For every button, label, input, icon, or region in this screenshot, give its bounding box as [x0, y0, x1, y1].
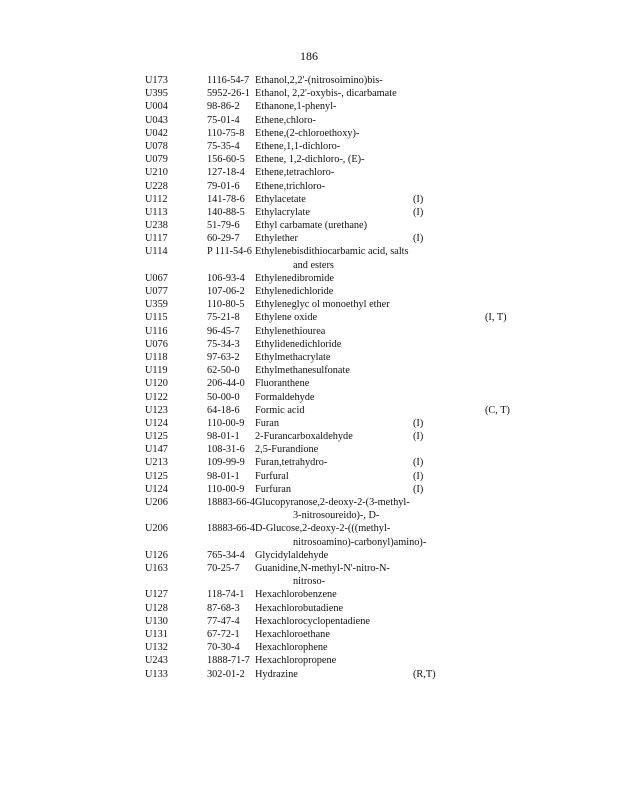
table-row — [145, 206, 545, 219]
table-row — [145, 166, 545, 179]
waste-code: U004 — [145, 101, 168, 113]
cas-number: 141-78-6 — [207, 193, 245, 205]
table-row — [145, 100, 545, 113]
cas-number: 87-68-3 — [207, 602, 240, 614]
substance-name-continued: 3-nitrosoureido)-, D- — [293, 510, 380, 522]
table-row — [145, 140, 545, 153]
waste-code: U163 — [145, 562, 168, 574]
substance-name: Ethylmethanesulfonate — [255, 365, 350, 377]
cas-number: 156-60-5 — [207, 154, 245, 166]
substance-name: Glycidylaldehyde — [255, 549, 329, 561]
table-row — [145, 87, 545, 100]
substance-name: Ethylene oxide — [255, 312, 318, 324]
cas-number: 302-01-2 — [207, 668, 245, 680]
waste-code: U243 — [145, 655, 168, 667]
substance-name: Ethene, 1,2-dichloro-, (E)- — [255, 154, 365, 166]
table-row — [145, 562, 545, 588]
waste-code: U115 — [145, 312, 168, 324]
waste-code: U125 — [145, 431, 168, 443]
table-row — [145, 588, 545, 601]
substance-name: Ethylenedichloride — [255, 286, 334, 298]
waste-code: U206 — [145, 523, 168, 535]
cas-number: 70-30-4 — [207, 642, 240, 654]
waste-code: U132 — [145, 642, 168, 654]
waste-code: U113 — [145, 206, 168, 218]
table-row — [145, 114, 545, 127]
cas-number: 1116-54-7 — [207, 75, 250, 86]
waste-code: U206 — [145, 497, 168, 509]
table-row — [145, 668, 545, 681]
cas-number: 75-01-4 — [207, 114, 240, 126]
waste-code: U114 — [145, 246, 168, 258]
cas-number: 110-00-9 — [207, 483, 245, 495]
table-row — [145, 377, 545, 390]
waste-code: U077 — [145, 286, 168, 298]
substance-name: D-Glucose,2-deoxy-2-(((methyl- — [255, 523, 391, 535]
cas-number: 50-00-0 — [207, 391, 240, 403]
waste-code: U122 — [145, 391, 168, 403]
waste-code: U117 — [145, 233, 168, 245]
table-row — [145, 430, 545, 443]
waste-code: U125 — [145, 470, 168, 482]
cas-number: 96-45-7 — [207, 325, 240, 337]
cas-number: 70-25-7 — [207, 562, 240, 574]
table-row — [145, 180, 545, 193]
table-row — [145, 628, 545, 641]
cas-number: 67-72-1 — [207, 628, 240, 640]
substance-name: 2,5-Furandione — [255, 444, 319, 456]
substance-name: Ethanone,1-phenyl- — [255, 101, 337, 113]
substance-name: Ethene,chloro- — [255, 114, 316, 126]
waste-code: U126 — [145, 549, 168, 561]
substance-name: Hexachlorobutadiene — [255, 602, 344, 614]
substance-name: Ethylacrylate — [255, 206, 310, 218]
table-row — [145, 443, 545, 456]
waste-code: U228 — [145, 180, 168, 192]
waste-code: U124 — [145, 483, 168, 495]
cas-number: 1888-71-7 — [207, 655, 250, 667]
waste-code: U238 — [145, 220, 168, 232]
hazard-code: (I) — [413, 470, 424, 482]
cas-number: 98-01-1 — [207, 431, 240, 443]
waste-code: U043 — [145, 114, 168, 126]
table-row — [145, 127, 545, 140]
cas-number: 18883-66-4 — [207, 523, 256, 535]
substance-name: Ethyleneglyc ol monoethyl ether — [255, 299, 390, 311]
table-row — [145, 364, 545, 377]
cas-number: P 111-54-6 — [207, 246, 252, 258]
waste-code: U042 — [145, 127, 168, 139]
substance-name: Furan,tetrahydro- — [255, 457, 328, 469]
cas-number: 77-47-4 — [207, 615, 240, 627]
waste-code: U131 — [145, 628, 168, 640]
waste-code: U133 — [145, 668, 168, 680]
table-row — [145, 351, 545, 364]
cas-number: 98-01-1 — [207, 470, 240, 482]
cas-number: 110-00-9 — [207, 417, 245, 429]
substance-name: Furfuran — [255, 483, 292, 495]
hazard-code: (C, T) — [485, 404, 510, 416]
table-row — [145, 549, 545, 562]
hazard-code: (I) — [413, 206, 424, 218]
waste-code: U359 — [145, 299, 168, 311]
hazard-code: (I) — [413, 431, 424, 443]
cas-number: 5952-26-1 — [207, 88, 250, 100]
substance-name: Hexachloropropene — [255, 655, 337, 667]
substance-name: Ethylidenedichloride — [255, 338, 342, 350]
waste-code: U118 — [145, 351, 168, 363]
waste-code: U128 — [145, 602, 168, 614]
cas-number: 127-18-4 — [207, 167, 245, 179]
table-row — [145, 641, 545, 654]
waste-code: U147 — [145, 444, 168, 456]
substance-name: Formic acid — [255, 404, 305, 416]
cas-number: 75-35-4 — [207, 140, 240, 152]
substance-name: Ethylenedibromide — [255, 272, 334, 284]
hazard-code: (R,T) — [413, 668, 436, 680]
table-row — [145, 232, 545, 245]
substance-name: Ethene,tetrachloro- — [255, 167, 335, 179]
cas-number: 206-44-0 — [207, 378, 245, 390]
substance-name: Hexachlorocyclopentadiene — [255, 615, 370, 627]
cas-number: 140-88-5 — [207, 206, 245, 218]
substance-name: Ethylether — [255, 233, 298, 245]
table-row — [145, 404, 545, 417]
substance-name: Hexachlorobenzene — [255, 589, 337, 601]
waste-code: U123 — [145, 404, 168, 416]
substance-name: Hexachlorophene — [255, 642, 328, 654]
waste-code: U130 — [145, 615, 168, 627]
cas-number: 118-74-1 — [207, 589, 245, 601]
substance-name: Furfural — [255, 470, 289, 482]
table-row — [145, 272, 545, 285]
hazard-code: (I) — [413, 233, 424, 245]
waste-code: U395 — [145, 88, 168, 100]
waste-code: U124 — [145, 417, 168, 429]
cas-number: 62-50-0 — [207, 365, 240, 377]
substance-name: Ethylenebisdithiocarbamic acid, salts — [255, 246, 409, 258]
cas-number: 97-63-2 — [207, 351, 240, 363]
waste-code: U078 — [145, 140, 168, 152]
waste-code: U119 — [145, 365, 168, 377]
cas-number: 106-93-4 — [207, 272, 245, 284]
waste-code: U213 — [145, 457, 168, 469]
hazard-code: (I) — [413, 483, 424, 495]
table-row — [145, 193, 545, 206]
table-row — [145, 219, 545, 232]
substance-name: Ethanol,2,2'-(nitrosoimino)bis- — [255, 75, 383, 86]
substance-name: Ethylmethacrylate — [255, 351, 331, 363]
table-row — [145, 338, 545, 351]
table-row — [145, 522, 545, 548]
table-row — [145, 654, 545, 667]
table-row — [145, 311, 545, 324]
table-row — [145, 602, 545, 615]
cas-number: 51-79-6 — [207, 220, 240, 232]
waste-code: U067 — [145, 272, 168, 284]
substance-name: Ethylacetate — [255, 193, 306, 205]
waste-code: U210 — [145, 167, 168, 179]
waste-code-table — [145, 74, 545, 681]
substance-name: Hydrazine — [255, 668, 298, 680]
substance-name: Glucopyranose,2-deoxy-2-(3-methyl- — [255, 497, 410, 509]
substance-name: 2-Furancarboxaldehyde — [255, 431, 353, 443]
table-row — [145, 470, 545, 483]
table-row — [145, 74, 545, 87]
cas-number: 109-99-9 — [207, 457, 245, 469]
substance-name: Ethanol, 2,2'-oxybis-, dicarbamate — [255, 88, 397, 100]
table-row — [145, 391, 545, 404]
waste-code: U112 — [145, 193, 168, 205]
cas-number: 64-18-6 — [207, 404, 240, 416]
cas-number: 60-29-7 — [207, 233, 240, 245]
substance-name: Ethene,1,1-dichloro- — [255, 140, 341, 152]
waste-code: U076 — [145, 338, 168, 350]
substance-name: Ethene,(2-chloroethoxy)- — [255, 127, 360, 139]
cas-number: 110-75-8 — [207, 127, 245, 139]
table-row — [145, 496, 545, 522]
substance-name: Ethylenethiourea — [255, 325, 326, 337]
waste-code: U173 — [145, 75, 168, 86]
cas-number: 75-21-8 — [207, 312, 240, 324]
waste-code: U120 — [145, 378, 168, 390]
hazard-code: (I, T) — [485, 312, 507, 324]
substance-name: Furan — [255, 417, 280, 429]
substance-name: Formaldehyde — [255, 391, 315, 403]
substance-name: Ethyl carbamate (urethane) — [255, 220, 368, 232]
substance-name-continued: nitrosoamino)-carbonyl)amino)- — [293, 536, 427, 548]
waste-code: U079 — [145, 154, 168, 166]
table-row — [145, 285, 545, 298]
substance-name: Guanidine,N-methyl-N'-nitro-N- — [255, 562, 390, 574]
cas-number: 98-86-2 — [207, 101, 240, 113]
substance-name: Fluoranthene — [255, 378, 310, 390]
cas-number: 765-34-4 — [207, 549, 245, 561]
table-row — [145, 615, 545, 628]
table-row — [145, 417, 545, 430]
table-row — [145, 456, 545, 469]
waste-code: U127 — [145, 589, 168, 601]
table-row — [145, 325, 545, 338]
cas-number: 107-06-2 — [207, 286, 245, 298]
table-row — [145, 153, 545, 166]
cas-number: 18883-66-4 — [207, 497, 256, 509]
hazard-code: (I) — [413, 193, 424, 205]
substance-name-continued: nitroso- — [293, 576, 326, 588]
hazard-code: (I) — [413, 417, 424, 429]
waste-code: U116 — [145, 325, 168, 337]
cas-number: 110-80-5 — [207, 299, 245, 311]
cas-number: 75-34-3 — [207, 338, 240, 350]
cas-number: 79-01-6 — [207, 180, 240, 192]
substance-name: Ethene,trichloro- — [255, 180, 326, 192]
hazard-code: (I) — [413, 457, 424, 469]
table-row — [145, 298, 545, 311]
substance-name: Hexachloroethane — [255, 628, 330, 640]
page-number: 186 — [300, 49, 318, 63]
substance-name-continued: and esters — [293, 259, 334, 271]
cas-number: 108-31-6 — [207, 444, 245, 456]
table-row — [145, 245, 545, 271]
table-row — [145, 483, 545, 496]
